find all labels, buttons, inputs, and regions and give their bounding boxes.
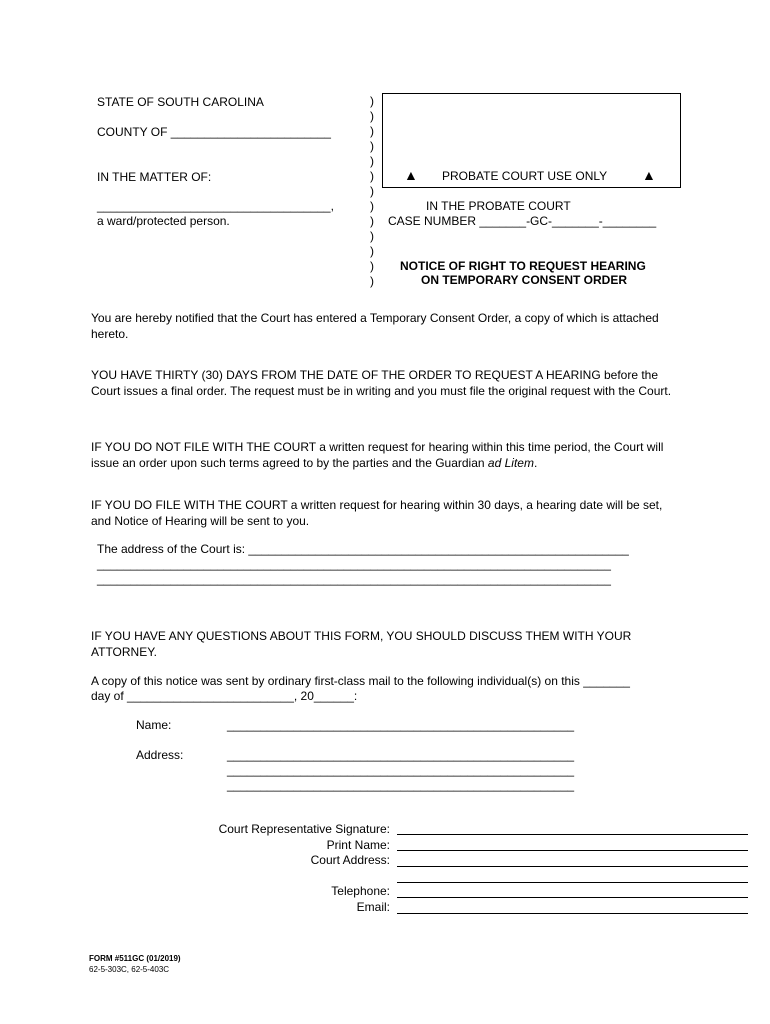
triangle-up-icon: ▲ [404,167,418,183]
court-address-line2[interactable]: _____________________________________________________________________________ [97,557,611,571]
county-field[interactable]: COUNTY OF ________________________ [97,125,331,139]
court-use-only-label: PROBATE COURT USE ONLY [442,169,608,183]
case-number-field[interactable]: CASE NUMBER _______-GC-_______-________ [388,214,657,228]
court-name: IN THE PROBATE COURT [426,199,571,213]
paragraph-notice: You are hereby notified that the Court has entered a Temporary Consent Order, a copy of which is attached hereto. [91,311,659,341]
statute-codes: 62-5-303C, 62-5-403C [89,965,170,974]
paragraph-thirty-days: YOU HAVE THIRTY (30) DAYS FROM THE DATE OF THE ORDER TO REQUEST A HEARING before the Court issues a final order. The request must be in writing and you must file the original request with the Court. [91,368,672,398]
triangle-up-icon: ▲ [642,167,656,183]
recipient-address-field[interactable]: ____________________________________________________ [227,748,575,762]
signature-line[interactable] [397,834,748,835]
print-name-label: Print Name: [326,838,390,852]
court-address-label: Court Address: [310,853,390,867]
ward-label: a ward/protected person. [97,214,230,228]
court-address-line1[interactable]: The address of the Court is: _________________________________________________________ [97,542,629,556]
recipient-name-field[interactable]: ____________________________________________________ [227,718,575,732]
recipient-address-field[interactable]: ____________________________________________________ [227,763,575,777]
form-number: FORM #511GC (01/2019) [89,954,181,963]
court-address-line3[interactable]: _____________________________________________________________________________ [97,572,611,586]
email-line[interactable] [397,913,748,914]
print-name-line[interactable] [397,850,748,851]
title-line1: NOTICE OF RIGHT TO REQUEST HEARING [400,259,646,273]
telephone-line[interactable] [397,897,748,898]
telephone-label: Telephone: [331,884,390,898]
signature-label: Court Representative Signature: [218,822,390,836]
mailing-statement-line2[interactable]: day of _________________________, 20______: [91,689,358,703]
ward-name-field[interactable]: ___________________________________, [97,199,334,213]
title-line2: ON TEMPORARY CONSENT ORDER [421,273,628,287]
state-label: STATE OF SOUTH CAROLINA [97,95,264,109]
recipient-name-label: Name: [136,718,172,732]
recipient-address-label: Address: [136,748,184,762]
court-address-line[interactable] [397,866,748,867]
paragraph-not-file: IF YOU DO NOT FILE WITH THE COURT a written request for hearing within this time period, the Court will issue an order upon such terms agreed to by the parties and the Guardian ad Litem. [91,440,664,470]
email-label: Email: [356,900,390,914]
paragraph-questions: IF YOU HAVE ANY QUESTIONS ABOUT THIS FORM, YOU SHOULD DISCUSS THEM WITH YOUR ATTORNEY. [91,629,632,659]
recipient-address-field[interactable]: ____________________________________________________ [227,778,575,792]
court-address-line[interactable] [397,882,748,883]
caption-parens: ) ) ) ) ) ) ) ) ) ) ) ) ) [370,94,374,288]
mailing-statement-line1[interactable]: A copy of this notice was sent by ordinary first-class mail to the following individual(s) on this _______ [91,674,630,688]
matter-label: IN THE MATTER OF: [97,170,212,184]
paragraph-do-file: IF YOU DO FILE WITH THE COURT a written request for hearing within 30 days, a hearing date will be set, and Notice of Hearing will be sent to you. [91,498,663,528]
